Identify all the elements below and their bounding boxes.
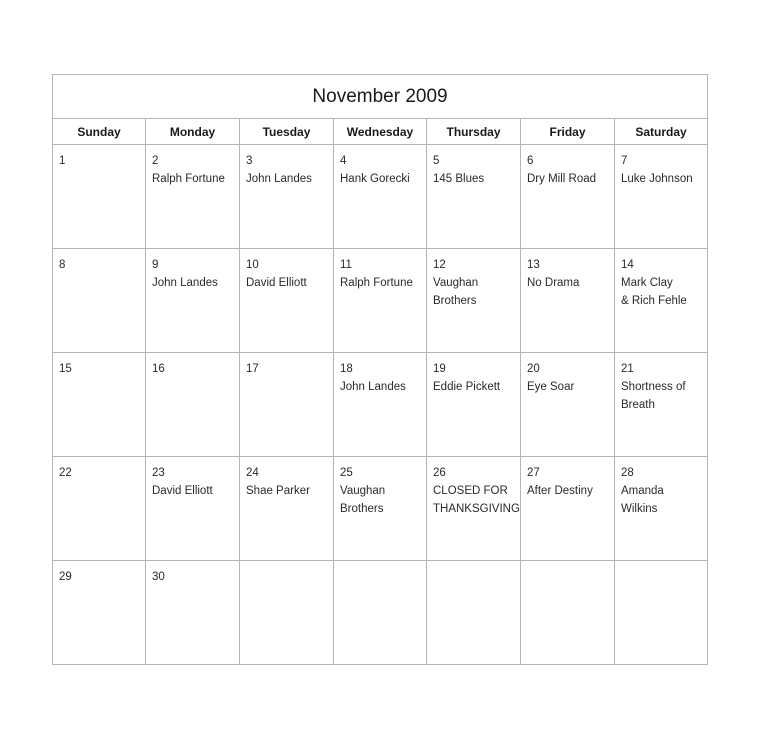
day-number: 16: [152, 363, 165, 375]
event-name: David Elliott: [152, 485, 213, 497]
day-cell: [53, 457, 146, 561]
day-number: 7: [621, 155, 628, 167]
event-name: Vaughan Brothers: [433, 277, 479, 307]
day-cell: [240, 249, 334, 353]
day-cell: [615, 561, 708, 665]
day-number: 17: [246, 363, 259, 375]
day-cell: [334, 353, 427, 457]
day-cell: [615, 353, 708, 457]
day-cell: [427, 145, 521, 249]
day-number: 24: [246, 467, 259, 479]
day-number: 22: [59, 467, 72, 479]
day-cell: [53, 353, 146, 457]
day-number: 20: [527, 363, 540, 375]
day-cell: [615, 145, 708, 249]
day-number: 3: [246, 155, 253, 167]
week-row: [53, 353, 708, 457]
day-number: 13: [527, 259, 540, 271]
weekday-tuesday: Tuesday: [240, 119, 334, 145]
day-number: 6: [527, 155, 534, 167]
day-number: 25: [340, 467, 353, 479]
event-name: Hank Gorecki: [340, 173, 410, 185]
event-name: Eye Soar: [527, 381, 575, 393]
event-name: Eddie Pickett: [433, 381, 501, 393]
event-name: After Destiny: [527, 485, 593, 497]
event-name: John Landes: [340, 381, 406, 393]
calendar-body: [53, 145, 708, 665]
day-cell: [146, 145, 240, 249]
day-cell: [521, 561, 615, 665]
event-name: Ralph Fortune: [152, 173, 225, 185]
day-number: 8: [59, 259, 66, 271]
day-cell: [240, 353, 334, 457]
event-name: David Elliott: [246, 277, 307, 289]
day-number: 5: [433, 155, 440, 167]
event-name: John Landes: [152, 277, 218, 289]
day-cell: [146, 249, 240, 353]
day-number: 10: [246, 259, 259, 271]
day-number: 9: [152, 259, 159, 271]
day-number: 14: [621, 259, 634, 271]
day-cell: [427, 561, 521, 665]
day-number: 21: [621, 363, 634, 375]
day-cell: [53, 145, 146, 249]
event-name: Shae Parker: [246, 485, 310, 497]
day-number: 2: [152, 155, 159, 167]
day-cell: [53, 561, 146, 665]
event-name: Shortness of Breath: [621, 381, 686, 411]
weekday-header-row: [53, 119, 708, 145]
day-number: 30: [152, 571, 165, 583]
day-cell: [334, 457, 427, 561]
day-number: 26: [433, 467, 446, 479]
day-number: 23: [152, 467, 165, 479]
day-number: 1: [59, 155, 66, 167]
week-row: [53, 561, 708, 665]
day-number: 11: [340, 259, 352, 271]
event-name: CLOSED FOR THANKSGIVING: [433, 485, 520, 515]
week-row: [53, 145, 708, 249]
event-name: Mark Clay & Rich Fehle: [621, 277, 687, 307]
event-name: Vaughan Brothers: [340, 485, 386, 515]
day-cell: [146, 353, 240, 457]
weekday-saturday: Saturday: [615, 119, 708, 145]
day-number: 27: [527, 467, 540, 479]
event-name: Dry Mill Road: [527, 173, 597, 185]
day-cell: [240, 457, 334, 561]
day-cell: [146, 561, 240, 665]
week-row: [53, 249, 708, 353]
day-cell: [427, 249, 521, 353]
day-cell: [334, 249, 427, 353]
day-number: 15: [59, 363, 72, 375]
weekday-wednesday: Wednesday: [334, 119, 427, 145]
day-cell: [146, 457, 240, 561]
day-cell: [521, 353, 615, 457]
event-name: Luke Johnson: [621, 173, 693, 185]
calendar-title: November 2009: [53, 75, 708, 119]
event-name: Amanda Wilkins: [621, 485, 664, 515]
day-cell: [53, 249, 146, 353]
day-cell: [615, 249, 708, 353]
week-row: [53, 457, 708, 561]
day-number: 29: [59, 571, 72, 583]
day-cell: [427, 353, 521, 457]
day-cell: [521, 457, 615, 561]
weekday-thursday: Thursday: [427, 119, 521, 145]
day-cell: [240, 561, 334, 665]
event-name: 145 Blues: [433, 173, 485, 185]
day-cell: [240, 145, 334, 249]
event-name: Ralph Fortune: [340, 277, 413, 289]
event-name: No Drama: [527, 277, 580, 289]
day-cell: [521, 249, 615, 353]
day-cell: [521, 145, 615, 249]
day-cell: [334, 145, 427, 249]
weekday-monday: Monday: [146, 119, 240, 145]
day-number: 18: [340, 363, 353, 375]
weekday-friday: Friday: [521, 119, 615, 145]
day-number: 12: [433, 259, 446, 271]
day-cell: [615, 457, 708, 561]
calendar-table: [52, 74, 708, 665]
day-cell: [334, 561, 427, 665]
day-number: 19: [433, 363, 446, 375]
day-cell: [427, 457, 521, 561]
weekday-sunday: Sunday: [53, 119, 146, 145]
day-number: 28: [621, 467, 634, 479]
day-number: 4: [340, 155, 347, 167]
event-name: John Landes: [246, 173, 312, 185]
